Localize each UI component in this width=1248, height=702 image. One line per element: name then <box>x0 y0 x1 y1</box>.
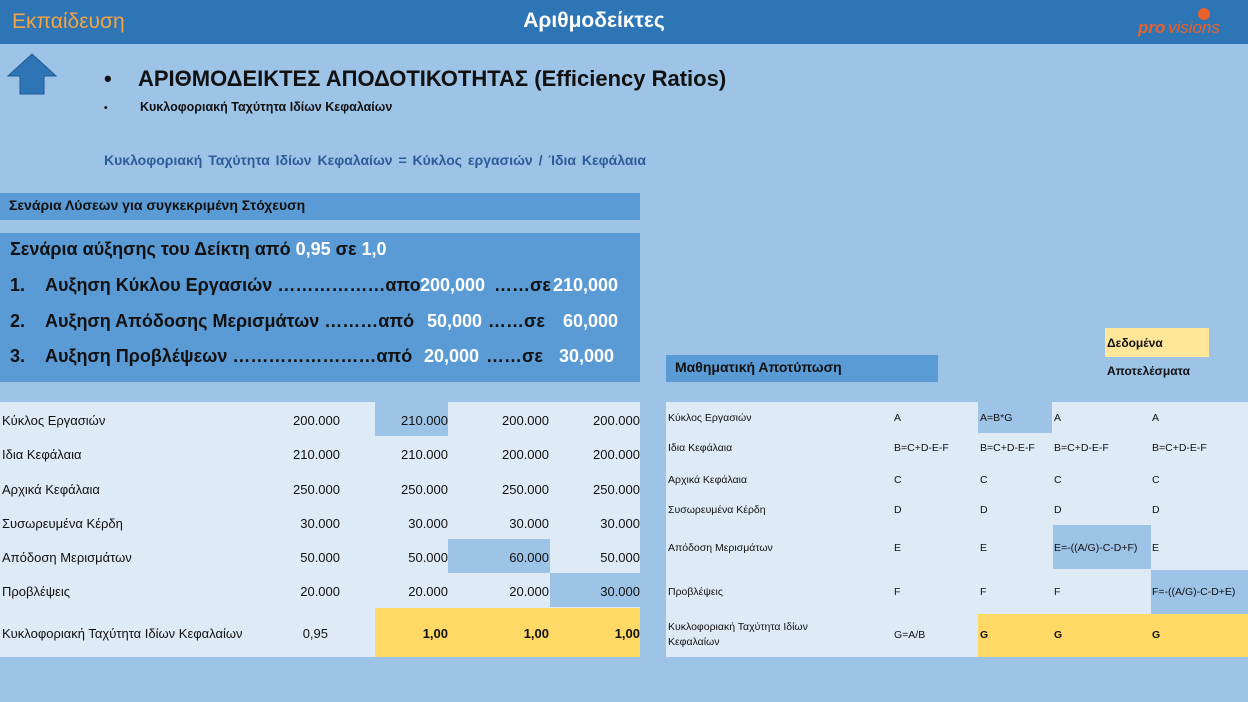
table-cell: F=-((A/G)-C-D+E) <box>1152 586 1236 598</box>
table-cell: C <box>1054 474 1062 486</box>
row-label: Απόδοση Μερισμάτων <box>668 542 773 554</box>
table-cell: E <box>894 542 902 554</box>
table-cell: 210.000 <box>293 447 340 462</box>
table-cell: 250.000 <box>502 482 549 497</box>
row-label: Ιδια Κεφάλαια <box>2 447 82 462</box>
table-cell: 60.000 <box>509 550 549 565</box>
ratio-formula: Κυκλοφοριακή Ταχύτητα Ιδίων Κεφαλαίων = Κύκλος εργασιών / Ίδια Κεφάλαια <box>104 152 646 168</box>
table-cell: C <box>980 474 988 486</box>
table-cell: A <box>894 412 902 424</box>
row-label: Κύκλος Εργασιών <box>2 413 106 428</box>
table-cell: G <box>980 629 989 641</box>
scenario-to: 210,000 <box>553 275 619 295</box>
table-cell: 200.000 <box>593 413 640 428</box>
table-cell: 30.000 <box>600 584 640 599</box>
table-cell: B=C+D-E-F <box>980 442 1035 454</box>
table-cell: 200.000 <box>502 413 549 428</box>
table-cell: A=B*G <box>980 412 1013 424</box>
table-cell: D <box>1152 504 1160 516</box>
table-cell: B=C+D-E-F <box>1054 442 1109 454</box>
table-cell: 1,00 <box>422 626 448 641</box>
legend-data: Δεδομένα <box>1105 328 1209 357</box>
up-arrow-icon[interactable] <box>6 52 58 96</box>
table-cell: 30.000 <box>408 516 448 531</box>
scenario-from: 20,000 <box>424 346 480 366</box>
table-cell: C <box>894 474 902 486</box>
formula-table <box>666 402 1248 657</box>
row-label: Απόδοση Μερισμάτων <box>2 550 132 565</box>
scenario-mid: ……σε <box>488 311 545 331</box>
scenarios-header: Σενάρια Λύσεων για συγκεκριμένη Στόχευση <box>0 193 640 220</box>
scenario-text: Αυξηση Απόδοσης Μερισμάτων ………από <box>45 311 415 331</box>
row-label: Κυκλοφοριακή Ταχύτητα Ιδίων <box>668 621 808 633</box>
legend-results: Αποτελέσματα <box>1107 364 1190 378</box>
scenario-mid: ……σε <box>494 275 551 295</box>
table-cell: 30.000 <box>300 516 340 531</box>
table-cell: 50.000 <box>408 550 448 565</box>
scenario-from: 50,000 <box>427 311 483 331</box>
table-cell: 210.000 <box>401 447 448 462</box>
table-cell: F <box>1054 586 1061 598</box>
row-label: Αρχικά Κεφάλαια <box>2 482 100 497</box>
scenario-item: 3. <box>10 346 26 366</box>
table-cell: 30.000 <box>509 516 549 531</box>
row-label: Κύκλος Εργασιών <box>668 412 752 424</box>
table-cell: 50.000 <box>300 550 340 565</box>
row-label: Αρχικά Κεφάλαια <box>668 474 748 486</box>
table-cell: C <box>1152 474 1160 486</box>
row-label: Συσωρευμένα Κέρδη <box>2 516 123 531</box>
top-bar <box>0 0 1248 44</box>
table-cell: 20.000 <box>408 584 448 599</box>
table-cell: G=A/B <box>894 629 926 641</box>
scenarios-box <box>0 233 640 382</box>
table-cell: 20.000 <box>509 584 549 599</box>
row-label: Προβλέψεις <box>2 584 71 599</box>
scenario-text: Αυξηση Κύκλου Εργασιών ………………απο <box>45 275 421 295</box>
scenario-item: 2. <box>10 311 26 331</box>
row-label: Κεφαλαίων <box>668 636 720 648</box>
table-cell: 200.000 <box>502 447 549 462</box>
section-title[interactable]: Εκπαίδευση <box>12 10 125 33</box>
table-cell: F <box>980 586 987 598</box>
scenario-to: 60,000 <box>563 311 619 331</box>
scenarios-intro: Σενάρια αύξησης του Δείκτη από 0,95 σε 1,0 <box>10 239 387 259</box>
table-cell: A <box>1054 412 1062 424</box>
table-cell: A <box>1152 412 1160 424</box>
table-cell: E <box>980 542 988 554</box>
table-cell: 250.000 <box>593 482 640 497</box>
table-cell: G <box>1152 629 1161 641</box>
scenario-text: Αυξηση Προβλέψεων ……………………από <box>45 346 413 366</box>
scenario-to: 30,000 <box>559 346 615 366</box>
table-cell: D <box>980 504 988 516</box>
table-cell: 0,95 <box>302 626 328 641</box>
row-label: Κυκλοφοριακή Ταχύτητα Ιδίων Κεφαλαίων <box>2 626 243 641</box>
page-title: Αριθμοδείκτες <box>523 9 665 32</box>
provisions-logo: pro visions <box>1138 8 1238 38</box>
table-cell: E <box>1152 542 1160 554</box>
numbers-table <box>0 402 640 657</box>
main-heading: • ΑΡΙΘΜΟΔΕΙΚΤΕΣ ΑΠΟΔΟΤΙΚΟΤΗΤΑΣ (Efficiency Ratios) <box>104 66 727 91</box>
table-cell: F <box>894 586 901 598</box>
row-label: Προβλέψεις <box>668 586 723 598</box>
table-cell: E=-((A/G)-C-D+F) <box>1054 542 1138 554</box>
sub-heading: • Κυκλοφοριακή Ταχύτητα Ιδίων Κεφαλαίων <box>104 100 393 114</box>
table-cell: 1,00 <box>523 626 549 641</box>
table-cell: 250.000 <box>293 482 340 497</box>
table-cell: D <box>1054 504 1062 516</box>
table-cell: 200.000 <box>593 447 640 462</box>
table-cell: 50.000 <box>600 550 640 565</box>
table-cell: 20.000 <box>300 584 340 599</box>
row-label: Ιδια Κεφάλαια <box>668 442 733 454</box>
scenario-item: 1. <box>10 275 26 295</box>
table-cell: 210.000 <box>401 413 448 428</box>
table-cell: B=C+D-E-F <box>1152 442 1207 454</box>
row-label: Συσωρευμένα Κέρδη <box>668 504 766 516</box>
table-cell: 30.000 <box>600 516 640 531</box>
table-cell: 200.000 <box>293 413 340 428</box>
table-cell: 1,00 <box>614 626 640 641</box>
scenario-mid: ……σε <box>486 346 543 366</box>
table-cell: 250.000 <box>401 482 448 497</box>
table-cell: D <box>894 504 902 516</box>
result-highlight <box>978 614 1248 657</box>
scenario-from: 200,000 <box>420 275 486 295</box>
table-cell: B=C+D-E-F <box>894 442 949 454</box>
table-cell: G <box>1054 629 1063 641</box>
math-header: Μαθηματική Αποτύπωση <box>666 355 938 382</box>
